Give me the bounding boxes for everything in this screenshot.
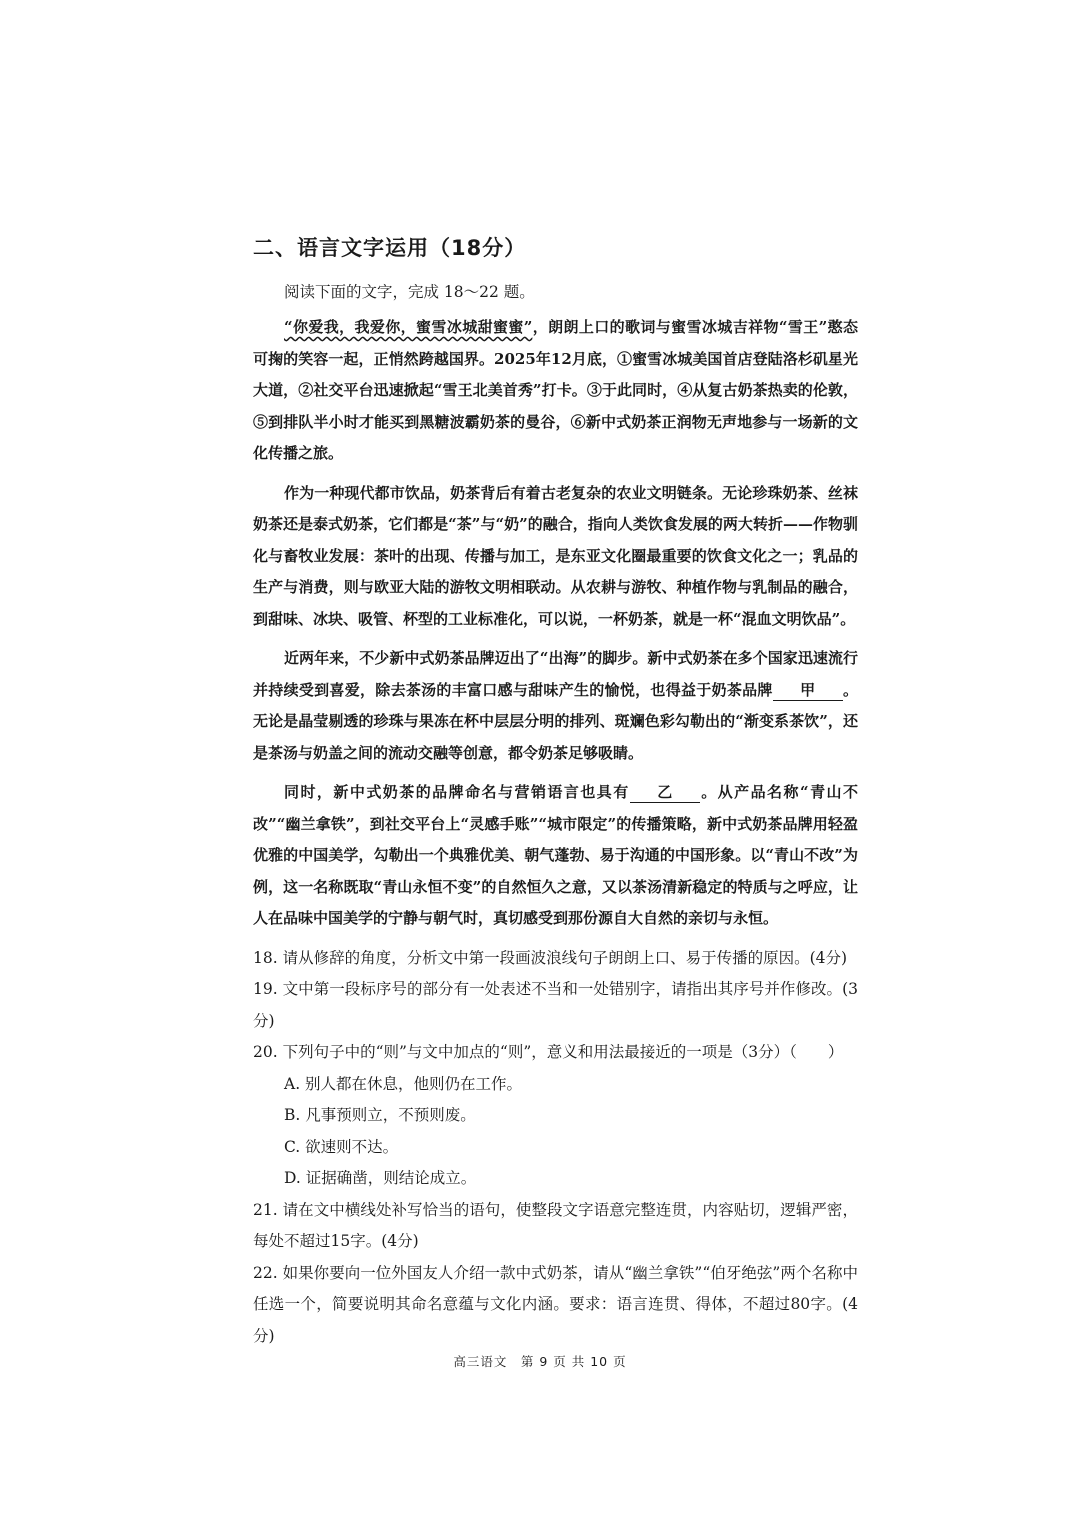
option-b: B. 凡事预则立，不预则废。 — [284, 1106, 476, 1124]
exam-page — [253, 226, 858, 1352]
paragraph-3-after: 。无论是晶莹剔透的珍珠与果冻在杯中层层分明的排列、斑斓色彩勾勒出的“渐变系茶饮”，还是茶汤与奶盖之间的流动交融等创意，都令奶茶足够吸睛。 — [253, 680, 858, 762]
blank-yi: 乙 — [630, 782, 700, 803]
option-d: D. 证据确凿，则结论成立。 — [284, 1169, 477, 1187]
blank-jia: 甲 — [773, 680, 843, 701]
paragraph-2: 作为一种现代都市饮品，奶茶背后有着古老复杂的农业文明链条。无论珍珠奶茶、丝袜奶茶还是泰式奶茶，它们都是“茶”与“奶”的融合，指向人类饮食发展的两大转折——作物驯化与畜牧业发展：茶叶的出现、传播与加工，是东亚文化圈最重要的饮食文化之一；乳品的生产与消费，则与欧亚大陆的游牧文明相联动。从农耕与游牧、种植作物与乳制品的融合，到甜味、冰块、吸管、杯型的工业标准化，可以说，一杯奶茶，就是一杯“混血文明饮品”。 — [253, 483, 858, 628]
page-footer: 高三语文 第 9 页 共 10 页 — [453, 1354, 627, 1369]
option-a: A. 别人都在休息，他则仍在工作。 — [284, 1074, 523, 1093]
paragraph-4-after: 。从产品名称“青山不改”“幽兰拿铁”，到社交平台上“灵感手账”“城市限定”的传播策略，新中式奶茶品牌用轻盈优雅的中国美学，勾勒出一个典雅优美、朝气蓬勃、易于沟通的中国形象。以“青山不改”为例，这一名称既取“青山永恒不变”的自然恒久之意，又以茶汤清新稳定的特质与之呼应，让人在品味中国美学的宁静与朝气时，真切感受到那份源自大自然的亲切与永恒。 — [253, 783, 858, 927]
paragraph-1 — [253, 312, 858, 470]
section-title: 二、语言文字运用（18分） — [253, 236, 527, 260]
paragraph-3 — [253, 643, 858, 769]
paragraph-4 — [253, 777, 858, 935]
wavy-underlined-lyric: “你爱我，我爱你，蜜雪冰城甜蜜蜜” — [284, 318, 533, 336]
paragraph-3-before: 近两年来，不少新中式奶茶品牌迈出了“出海”的脚步。新中式奶茶在多个国家迅速流行并持续受到喜爱，除去茶汤的丰富口感与甜味产生的愉悦，也得益于奶茶品牌 — [253, 649, 858, 699]
question-19: 19. 文中第一段标序号的部分有一处表述不当和一处错别字，请指出其序号并作修改。(3分) — [253, 980, 858, 1030]
option-c: C. 欲速则不达。 — [284, 1137, 399, 1156]
instruction: 阅读下面的文字，完成 18～22 题。 — [284, 283, 535, 301]
question-21: 21. 请在文中横线处补写恰当的语句，使整段文字语意完整连贯，内容贴切，逻辑严密，每处不超过15字。(4分) — [253, 1200, 858, 1250]
question-22: 22. 如果你要向一位外国友人介绍一款中式奶茶，请从“幽兰拿铁”“伯牙绝弦”两个名称中任选一个，简要说明其命名意蕴与文化内涵。要求：语言连贯、得体，不超过80字。(4分) — [253, 1263, 858, 1345]
question-20: 20. 下列句子中的“则”与文中加点的“则”，意义和用法最接近的一项是（3分）（ ） — [253, 1043, 844, 1061]
question-18: 18. 请从修辞的角度，分析文中第一段画波浪线句子朗朗上口、易于传播的原因。(4分) — [253, 948, 848, 967]
paragraph-1-text: ，朗朗上口的歌词与蜜雪冰城吉祥物“雪王”憨态可掬的笑容一起，正悄然跨越国界。2025年12月底，①蜜雪冰城美国首店登陆洛杉矶星光大道，②社交平台迅速掀起“雪王北美首秀”打卡。③于此同时，④从复古奶茶热卖的伦敦，⑤到排队半小时才能买到黑糖波霸奶茶的曼谷，⑥新中式奶茶正润物无声地参与一场新的文化传播之旅。 — [253, 318, 858, 462]
paragraph-4-before: 同时，新中式奶茶的品牌命名与营销语言也具有 — [284, 783, 630, 801]
